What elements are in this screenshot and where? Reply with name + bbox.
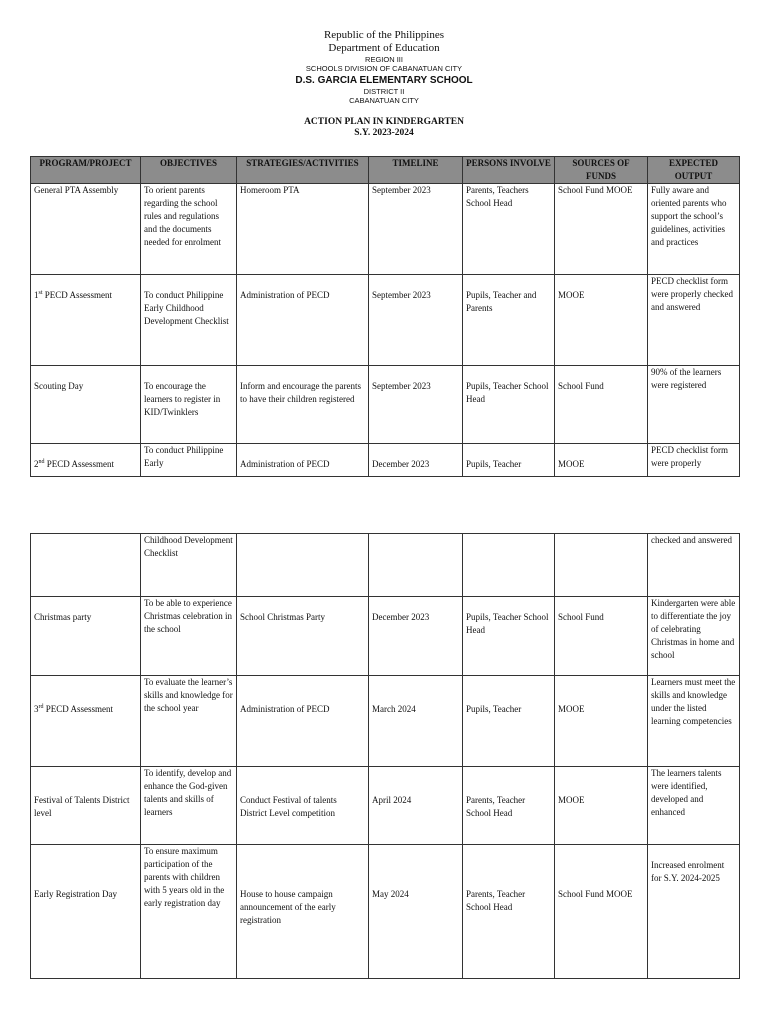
header-school-name: D.S. GARCIA ELEMENTARY SCHOOL [295, 75, 473, 86]
program-cell: 2nd PECD Assessment [34, 459, 115, 469]
objectives-cell: To evaluate the learner’s skills and knowledge for the school year [141, 676, 237, 767]
persons-cell: Pupils, Teacher School Head [466, 381, 549, 404]
table-row [31, 845, 740, 979]
table-row [31, 676, 740, 767]
program-cell: Christmas party [34, 612, 92, 622]
strategies-cell: Homeroom PTA [237, 184, 369, 275]
persons-cell: Parents, Teachers School Head [463, 184, 555, 275]
persons-cell: Pupils, Teacher [466, 459, 522, 469]
header-department: Department of Education [328, 42, 440, 54]
program-cell: 1st PECD Assessment [34, 290, 113, 300]
strategies-cell: Administration of PECD [240, 704, 330, 714]
table-row [31, 444, 740, 477]
persons-cell: Pupils, Teacher [466, 704, 522, 714]
document-title: ACTION PLAN IN KINDERGARTEN [304, 117, 464, 127]
timeline-cell: September 2023 [372, 381, 431, 391]
timeline-cell: September 2023 [372, 290, 431, 300]
table-row [31, 767, 740, 845]
table-row [31, 184, 740, 275]
funds-cell: MOOE [558, 290, 585, 300]
objectives-cell: To identify, develop and enhance the God-given talents and skills of learners [141, 767, 237, 845]
objectives-cell: To ensure maximum participation of the parents with children with 5 years old in the early registration day [141, 845, 237, 979]
action-plan-table-part-2 [30, 533, 740, 979]
output-cell: Kindergarten were able to differentiate the joy of celebrating Christmas in home and school [648, 597, 740, 676]
table-row [31, 366, 740, 444]
funds-cell: School Fund [558, 612, 604, 622]
funds-cell: MOOE [558, 795, 585, 805]
col-header-objectives: OBJECTIVES [141, 157, 237, 184]
timeline-cell: March 2024 [372, 704, 416, 714]
strategies-cell: Administration of PECD [240, 459, 330, 469]
objectives-cell: To encourage the learners to register in KID/Twinklers [144, 381, 221, 417]
output-cell: PECD checklist form were properly checked and answered [648, 275, 740, 366]
action-plan-table-part-1 [30, 156, 740, 477]
output-cell: PECD checklist form were properly [648, 444, 740, 477]
col-header-timeline: TIMELINE [369, 157, 463, 184]
header-republic: Republic of the Philippines [323, 29, 445, 41]
output-cell: Learners must meet the skills and knowledge under the listed learning competencies [648, 676, 740, 767]
output-cell: Increased enrolment for S.Y. 2024-2025 [651, 860, 725, 883]
header-division: SCHOOLS DIVISION OF CABANATUAN CITY [305, 64, 463, 73]
col-header-persons: PERSONS INVOLVE [463, 157, 555, 184]
output-cell: The learners talents were identified, developed and enhanced [648, 767, 740, 845]
objectives-cell: To conduct Philippine Early [141, 444, 237, 477]
table-row [31, 275, 740, 366]
funds-cell: School Fund MOOE [558, 889, 633, 899]
objectives-cell: To be able to experience Christmas celebration in the school [141, 597, 237, 676]
output-cell: 90% of the learners were registered [648, 366, 740, 444]
persons-cell: Parents, Teacher School Head [466, 889, 526, 912]
strategies-cell: School Christmas Party [240, 612, 325, 622]
strategies-cell: Administration of PECD [240, 290, 330, 300]
persons-cell: Pupils, Teacher School Head [466, 612, 549, 635]
output-cell: Fully aware and oriented parents who support the school’s guidelines, activities and practices [648, 184, 740, 275]
output-cell: checked and answered [648, 534, 740, 597]
timeline-cell: December 2023 [372, 612, 430, 622]
strategies-cell: House to house campaign announcement of the early registration [240, 889, 336, 925]
timeline-cell: September 2023 [369, 184, 463, 275]
funds-cell: MOOE [558, 704, 585, 714]
header-district: DISTRICT II [363, 87, 405, 96]
header-city: CABANATUAN CITY [349, 96, 419, 105]
timeline-cell: April 2024 [372, 795, 412, 805]
col-header-output: EXPECTED OUTPUT [648, 157, 740, 184]
objectives-cell: To orient parents regarding the school rules and regulations and the documents needed for enrolment [141, 184, 237, 275]
col-header-funds: SOURCES OF FUNDS [555, 157, 648, 184]
persons-cell: Parents, Teacher School Head [466, 795, 526, 818]
timeline-cell: December 2023 [372, 459, 430, 469]
document-header [0, 30, 768, 140]
funds-cell: School Fund MOOE [555, 184, 648, 275]
col-header-strategies: STRATEGIES/ACTIVITIES [237, 157, 369, 184]
program-cell: 3rd PECD Assessment [34, 704, 114, 714]
table-header-row [31, 157, 740, 184]
table-row [31, 534, 740, 597]
persons-cell: Pupils, Teacher and Parents [466, 290, 537, 313]
table-row [31, 597, 740, 676]
objectives-cell: Childhood Development Checklist [141, 534, 237, 597]
timeline-cell: May 2024 [372, 889, 409, 899]
program-cell: Festival of Talents District level [34, 795, 130, 818]
funds-cell: MOOE [558, 459, 585, 469]
program-cell: Early Registration Day [34, 889, 117, 899]
strategies-cell: Conduct Festival of talents District Level competition [240, 795, 337, 818]
school-year: S.Y. 2023-2024 [354, 128, 414, 138]
objectives-cell: To conduct Philippine Early Childhood Development Checklist [144, 290, 229, 326]
strategies-cell: Inform and encourage the parents to have their children registered [240, 381, 361, 404]
funds-cell: School Fund [558, 381, 604, 391]
program-cell: Scouting Day [34, 381, 84, 391]
col-header-program: PROGRAM/PROJECT [31, 157, 141, 184]
header-region: REGION III [365, 55, 403, 64]
program-cell: General PTA Assembly [31, 184, 141, 275]
